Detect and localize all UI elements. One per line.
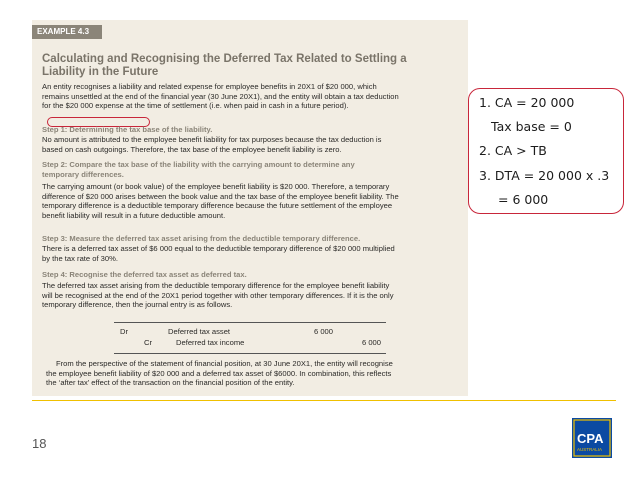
title-line-1: Calculating and Recognising the Deferred Tax Related to Settling a (42, 53, 407, 65)
intro-line: remains unsettled at the end of the financial year (30 June 20X1), and the entity will obtain a tax deduction (42, 91, 399, 101)
step4-line: temporary difference, then the journal entry is as follows. (42, 300, 233, 310)
step2-body (42, 182, 460, 220)
journal-drcr: Dr (120, 327, 129, 336)
journal-entry-table (114, 322, 386, 354)
step1-heading: Step 1: Determining the tax base of the liability. (42, 125, 213, 134)
step2-line: benefit liability will result in a future deductible amount. (42, 210, 226, 220)
step2-heading (42, 160, 460, 179)
step1-line: based on cash outgoings. Therefore, the tax base of the employee benefit liability is zero. (42, 144, 342, 154)
step2-heading-line: Step 2: Compare the tax base of the liability with the carrying amount to determine any (42, 160, 355, 169)
step2-line: The carrying amount (or book value) of the employee benefit liability is $20 000. Therefore, a temporary (42, 182, 390, 191)
journal-credit: 6 000 (362, 338, 382, 347)
step2-line: temporary difference is a deductible temporary difference because the future settlement of the employee (42, 201, 393, 211)
step4-heading: Step 4: Recognise the deferred tax asset as deferred tax. (42, 270, 247, 279)
footer-rule (32, 400, 616, 401)
step2-line: difference of $20 000 arises between the book value and the tax base of the employee benefit liability. The (42, 191, 399, 201)
title-line-2: Liability in the Future (42, 66, 159, 78)
cpa-logo (572, 418, 612, 458)
step4-body (42, 281, 460, 310)
journal-account: Deferred tax asset (168, 327, 231, 336)
step1-line: No amount is attributed to the employee benefit liability for tax purposes because the tax deduction is (42, 135, 382, 144)
example-title (42, 53, 462, 79)
callout-line: Tax base = 0 (491, 119, 572, 134)
intro-paragraph (42, 82, 460, 111)
step3-heading: Step 3: Measure the deferred tax asset arising from the deductible temporary difference. (42, 234, 361, 243)
conclusion-line: the employee benefit liability of $20 000 and a deferred tax asset of $6000. In combination, this reflects (46, 368, 392, 378)
logo-text: CPA (577, 431, 604, 446)
conclusion-line: From the perspective of the statement of financial position, at 30 June 20X1, the entity will recognise (56, 359, 393, 368)
journal-account: Deferred tax income (176, 338, 245, 347)
step1-body (42, 135, 460, 154)
journal-drcr: Cr (144, 338, 153, 347)
journal-debit: 6 000 (314, 327, 334, 336)
step3-line: There is a deferred tax asset of $6 000 equal to the deductible temporary difference of $20 000 multiplied (42, 244, 395, 253)
annotation-callout (468, 88, 624, 214)
callout-line: 1. CA = 20 000 (479, 95, 575, 110)
step4-line: The deferred tax asset arising from the deductible temporary difference for the employee benefit liability (42, 281, 390, 290)
step4-line: will be recognised at the end of the 20X1 period together with other temporary differences. If it is the only (42, 290, 394, 300)
callout-line: = 6 000 (498, 192, 549, 207)
conclusion-line: the ‘after tax’ effect of the transaction on the financial position of the entity. (46, 378, 295, 388)
step2-heading-line: temporary differences. (42, 169, 124, 179)
page-number: 18 (32, 436, 47, 451)
intro-line: An entity recognises a liability and related expense for employee benefits in 20X1 of $20 000, which (42, 82, 377, 91)
intro-line: for the $20 000 expense at the time of settlement (i.e. when paid in cash in a future period). (42, 101, 349, 111)
step3-line: by the tax rate of 30%. (42, 253, 118, 263)
callout-line: 3. DTA = 20 000 x .3 (479, 168, 610, 183)
example-label: EXAMPLE 4.3 (32, 25, 102, 39)
callout-line: 2. CA > TB (479, 143, 547, 158)
step3-body (42, 244, 460, 263)
conclusion-paragraph (46, 359, 460, 388)
logo-subtext: AUSTRALIA (577, 447, 603, 452)
